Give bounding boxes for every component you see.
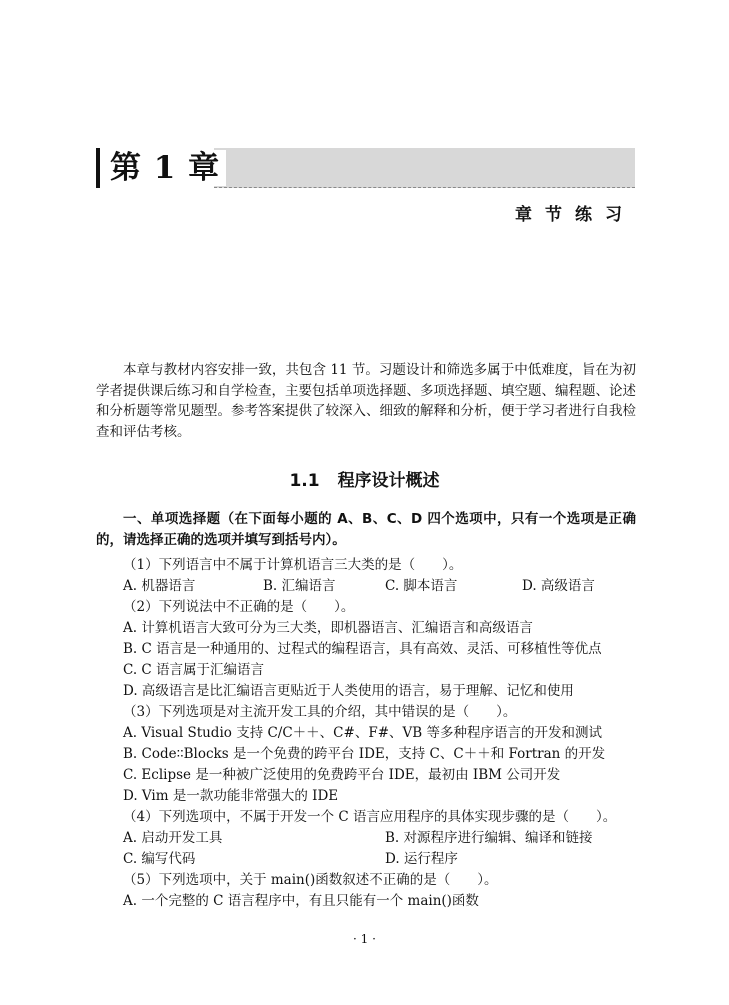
option: A. Visual Studio 支持 C/C＋＋、C#、F#、VB 等多种程序语言的开发和测试 [123, 725, 602, 741]
option: D. 高级语言是比汇编语言更贴近于人类使用的语言，易于理解、记忆和使用 [123, 683, 574, 699]
chapter-title: 第 1 章 [110, 150, 226, 186]
chapter-rule [96, 148, 100, 188]
question-stem: （1）下列语言中不属于计算机语言三大类的是（ ）。 [123, 557, 463, 573]
question-stem: （5）下列选项中，关于 main()函数叙述不正确的是（ ）。 [123, 872, 498, 888]
section-title [0, 466, 729, 491]
option: D. 高级语言 [522, 578, 595, 594]
option: C. 编写代码 [123, 851, 196, 867]
section-number: 1.1 [289, 471, 320, 491]
intro-paragraph: 本章与教材内容安排一致，共包含 11 节。习题设计和筛选多属于中低难度，旨在为初学者提供课后练习和自学检查，主要包括单项选择题、多项选择题、填空题、编程题、论述和分析题等常见题型。参考答案提供了较深入、细致的解释和分析，便于学习者进行自我检查和评估考核。 [96, 362, 636, 440]
option: B. 汇编语言 [263, 578, 336, 594]
question-group-heading: 一、单项选择题（在下面每小题的 A、B、C、D 四个选项中，只有一个选项是正确的，请选择正确的选项并填写到括号内）。 [96, 511, 636, 548]
option: D. Vim 是一款功能非常强大的 IDE [123, 788, 339, 804]
chapter-dashed-line [214, 187, 635, 188]
question-stem: （4）下列选项中，不属于开发一个 C 语言应用程序的具体实现步骤的是（ ）。 [123, 809, 617, 825]
page-number: · 1 · [353, 932, 376, 946]
option: B. Code∶∶Blocks 是一个免费的跨平台 IDE，支持 C、C＋＋和 Fortran 的开发 [123, 746, 606, 762]
option: A. 启动开发工具 [123, 830, 223, 846]
option: A. 机器语言 [123, 578, 196, 594]
option: A. 计算机语言大致可分为三大类，即机器语言、汇编语言和高级语言 [123, 620, 533, 636]
chapter-shade [214, 148, 635, 188]
option: C. C 语言属于汇编语言 [123, 662, 265, 678]
option: B. 对源程序进行编辑、编译和链接 [385, 830, 593, 846]
section-name: 程序设计概述 [337, 471, 440, 491]
question-stem: （3）下列选项是对主流开发工具的介绍，其中错误的是（ ）。 [123, 704, 517, 720]
chapter-subtitle: 章节练习 [515, 205, 635, 225]
question-stem: （2）下列说法中不正确的是（ ）。 [123, 599, 355, 615]
option: C. Eclipse 是一种被广泛使用的免费跨平台 IDE，最初由 IBM 公司开发 [123, 767, 561, 783]
option: A. 一个完整的 C 语言程序中，有且只能有一个 main()函数 [123, 893, 479, 909]
option: C. 脚本语言 [385, 578, 458, 594]
option: B. C 语言是一种通用的、过程式的编程语言，具有高效、灵活、可移植性等优点 [123, 641, 602, 657]
chapter-header [96, 148, 635, 188]
option: D. 运行程序 [385, 851, 458, 867]
